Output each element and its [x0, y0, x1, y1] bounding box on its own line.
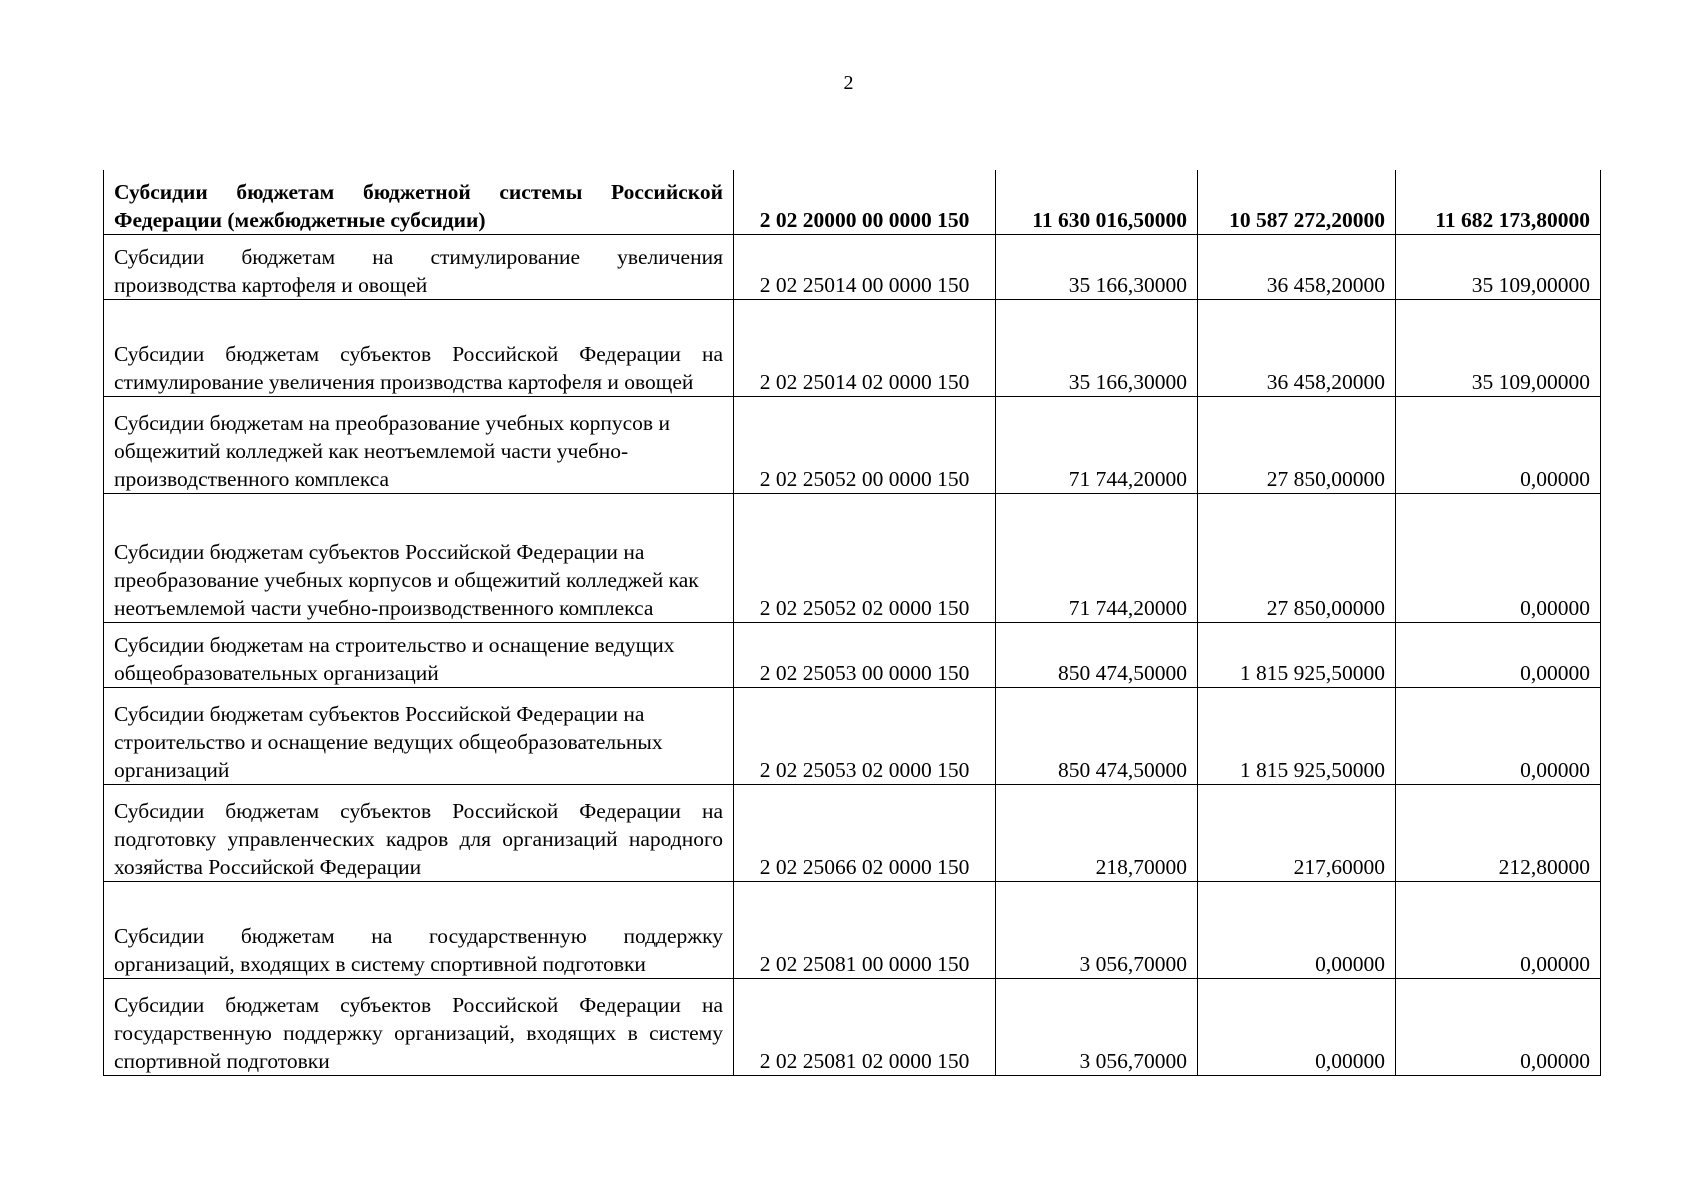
row-value-2: 27 850,00000 — [1198, 396, 1396, 493]
row-value-3: 35 109,00000 — [1396, 299, 1601, 396]
row-value-2: 27 850,00000 — [1198, 493, 1396, 622]
row-value-2: 1 815 925,50000 — [1198, 687, 1396, 784]
row-code: 2 02 25052 02 0000 150 — [734, 493, 996, 622]
row-value-3: 0,00000 — [1396, 687, 1601, 784]
table-row — [104, 881, 1601, 978]
row-name: Субсидии бюджетам субъектов Российской Федерации на стимулирование увеличения производства картофеля и овощей — [104, 299, 734, 396]
table-row — [104, 622, 1601, 687]
row-value-3: 212,80000 — [1396, 784, 1601, 881]
row-value-1: 218,70000 — [996, 784, 1198, 881]
row-name: Субсидии бюджетам субъектов Российской Федерации на строительство и оснащение ведущих общеобразовательных организаций — [104, 687, 734, 784]
row-name: Субсидии бюджетам на государственную поддержку организаций, входящих в систему спортивной подготовки — [104, 881, 734, 978]
row-value-1: 3 056,70000 — [996, 978, 1198, 1075]
row-name: Субсидии бюджетам на преобразование учебных корпусов и общежитий колледжей как неотъемлемой части учебно-производственного комплекса — [104, 396, 734, 493]
row-value-1: 11 630 016,50000 — [996, 170, 1198, 234]
row-code: 2 02 25014 02 0000 150 — [734, 299, 996, 396]
row-code: 2 02 25052 00 0000 150 — [734, 396, 996, 493]
row-name: Субсидии бюджетам субъектов Российской Федерации на подготовку управленческих кадров для организаций народного хозяйства Российской Федерации — [104, 784, 734, 881]
page-number: 2 — [843, 72, 854, 94]
row-value-2: 0,00000 — [1198, 881, 1396, 978]
row-value-2: 36 458,20000 — [1198, 234, 1396, 299]
row-code: 2 02 25014 00 0000 150 — [734, 234, 996, 299]
table-row — [104, 396, 1601, 493]
table-row — [104, 234, 1601, 299]
row-value-2: 0,00000 — [1198, 978, 1396, 1075]
row-name: Субсидии бюджетам на стимулирование увеличения производства картофеля и овощей — [104, 234, 734, 299]
budget-table — [103, 170, 1601, 1076]
row-value-1: 850 474,50000 — [996, 687, 1198, 784]
row-name: Субсидии бюджетам на строительство и оснащение ведущих общеобразовательных организаций — [104, 622, 734, 687]
row-value-2: 36 458,20000 — [1198, 299, 1396, 396]
table-row — [104, 170, 1601, 234]
row-value-3: 0,00000 — [1396, 622, 1601, 687]
row-value-1: 71 744,20000 — [996, 396, 1198, 493]
row-value-2: 10 587 272,20000 — [1198, 170, 1396, 234]
table-row — [104, 978, 1601, 1075]
row-value-1: 3 056,70000 — [996, 881, 1198, 978]
row-value-3: 0,00000 — [1396, 978, 1601, 1075]
row-code: 2 02 25081 02 0000 150 — [734, 978, 996, 1075]
row-value-3: 0,00000 — [1396, 396, 1601, 493]
row-value-1: 35 166,30000 — [996, 234, 1198, 299]
row-code: 2 02 25066 02 0000 150 — [734, 784, 996, 881]
row-value-1: 35 166,30000 — [996, 299, 1198, 396]
row-value-2: 217,60000 — [1198, 784, 1396, 881]
row-name: Субсидии бюджетам бюджетной системы Российской Федерации (межбюджетные субсидии) — [104, 170, 734, 234]
row-value-1: 850 474,50000 — [996, 622, 1198, 687]
row-value-3: 0,00000 — [1396, 493, 1601, 622]
row-name: Субсидии бюджетам субъектов Российской Федерации на государственную поддержку организаций, входящих в систему спортивной подготовки — [104, 978, 734, 1075]
row-code: 2 02 25053 02 0000 150 — [734, 687, 996, 784]
row-value-2: 1 815 925,50000 — [1198, 622, 1396, 687]
table-row — [104, 784, 1601, 881]
row-name: Субсидии бюджетам субъектов Российской Федерации на преобразование учебных корпусов и общежитий колледжей как неотъемлемой части учебно-производственного комплекса — [104, 493, 734, 622]
table-row — [104, 299, 1601, 396]
table-row — [104, 493, 1601, 622]
row-code: 2 02 25053 00 0000 150 — [734, 622, 996, 687]
row-value-3: 0,00000 — [1396, 881, 1601, 978]
row-code: 2 02 20000 00 0000 150 — [734, 170, 996, 234]
row-value-3: 11 682 173,80000 — [1396, 170, 1601, 234]
row-value-3: 35 109,00000 — [1396, 234, 1601, 299]
row-code: 2 02 25081 00 0000 150 — [734, 881, 996, 978]
table-row — [104, 687, 1601, 784]
row-value-1: 71 744,20000 — [996, 493, 1198, 622]
